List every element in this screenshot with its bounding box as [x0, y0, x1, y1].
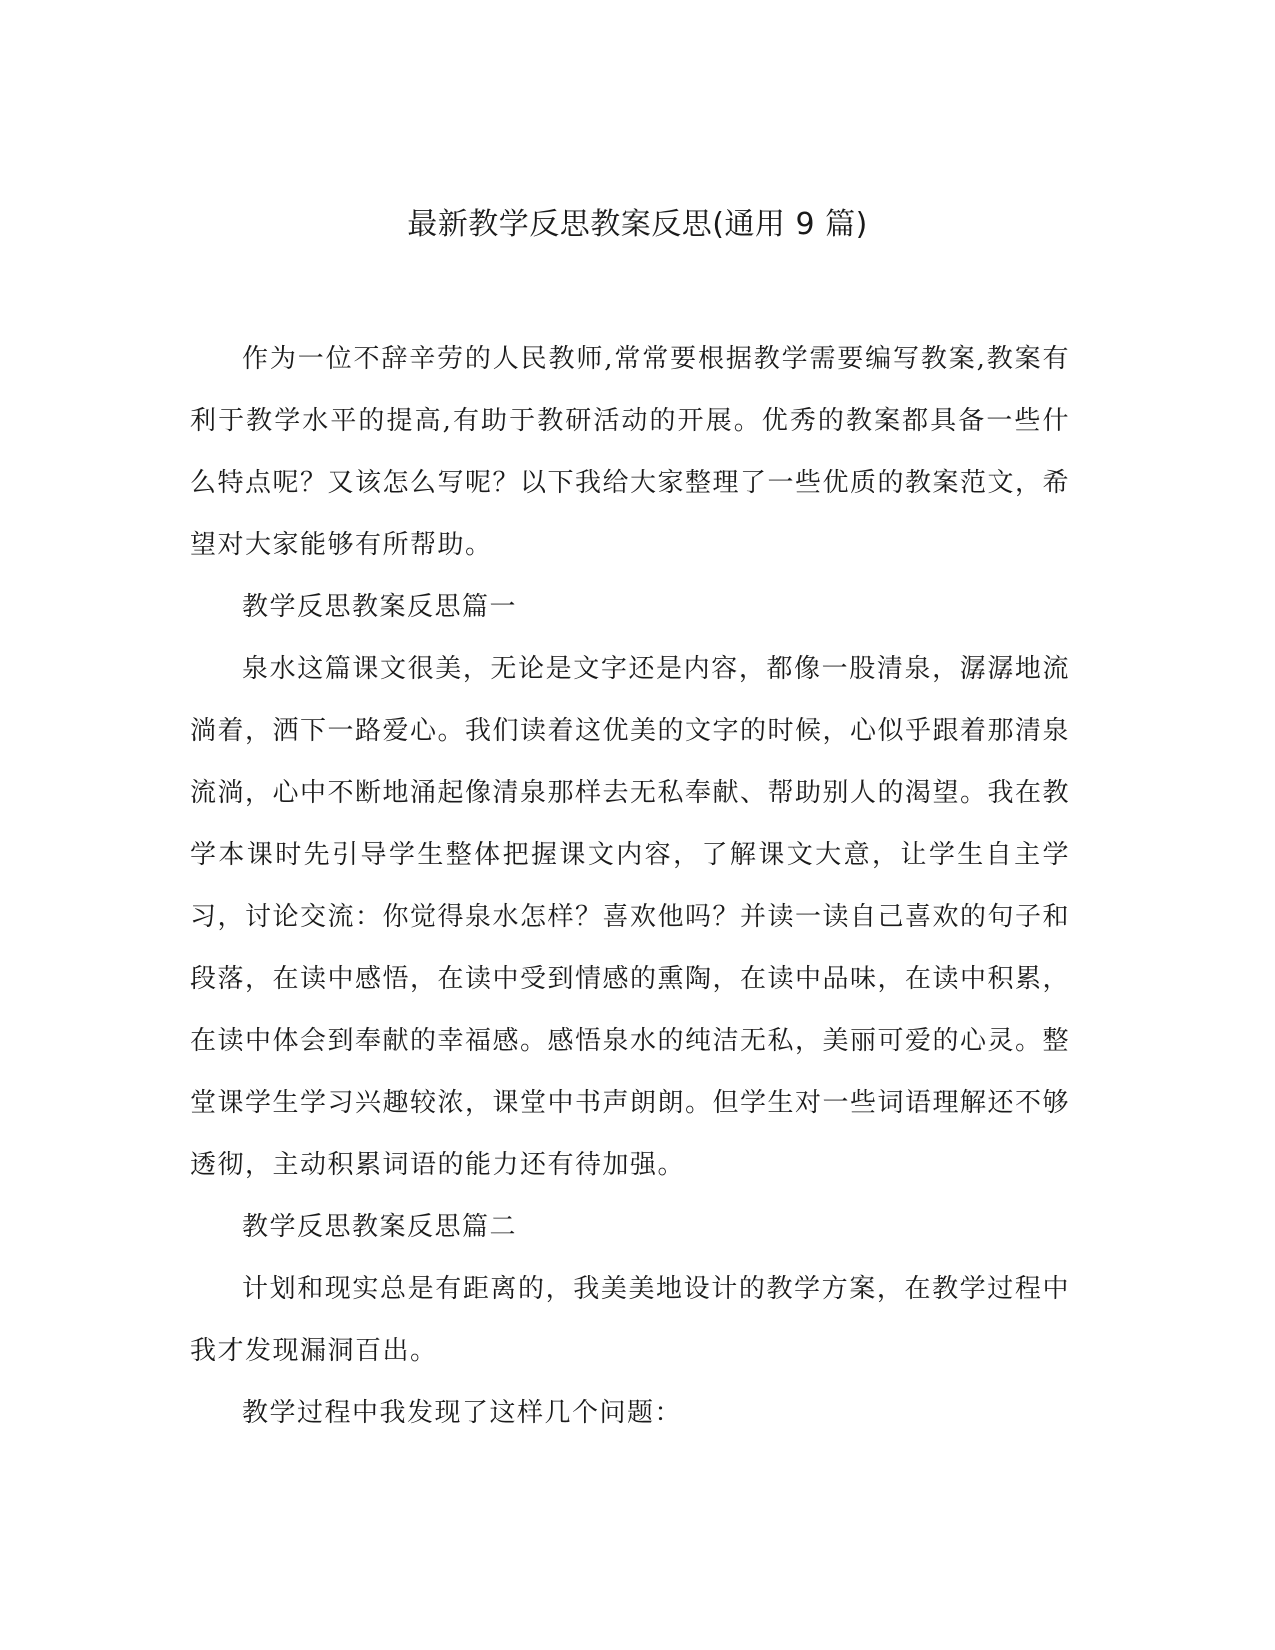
section-paragraph-1: 泉水这篇课文很美，无论是文字还是内容，都像一股清泉，潺潺地流淌着，洒下一路爱心。我们读着这优美的文字的时候，心似乎跟着那清泉流淌，心中不断地涌起像清泉那样去无私奉献、帮助别人的渴望。我在教学本课时先引导学生整体把握课文内容，了解课文大意，让学生自主学习，讨论交流：你觉得泉水怎样？喜欢他吗？并读一读自己喜欢的句子和段落，在读中感悟，在读中受到情感的熏陶，在读中品味，在读中积累，在读中体会到奉献的幸福感。感悟泉水的纯洁无私，美丽可爱的心灵。整堂课学生学习兴趣较浓，课堂中书声朗朗。但学生对一些词语理解还不够透彻，主动积累词语的能力还有待加强。 — [190, 654, 1071, 1180]
document-body — [190, 328, 1070, 1444]
section-paragraph-2b: 教学过程中我发现了这样几个问题： — [242, 1398, 683, 1428]
section-heading-2: 教学反思教案反思篇二 — [242, 1212, 518, 1242]
intro-paragraph: 作为一位不辞辛劳的人民教师,常常要根据教学需要编写教案,教案有利于教学水平的提高,有助于教研活动的开展。优秀的教案都具备一些什么特点呢？又该怎么写呢？以下我给大家整理了一些优质的教案范文，希望对大家能够有所帮助。 — [190, 344, 1071, 560]
document-title: 最新教学反思教案反思(通用 9 篇) — [407, 207, 868, 242]
section-heading-1: 教学反思教案反思篇一 — [242, 592, 518, 622]
section-paragraph-2: 计划和现实总是有距离的，我美美地设计的教学方案，在教学过程中我才发现漏洞百出。 — [190, 1274, 1070, 1366]
